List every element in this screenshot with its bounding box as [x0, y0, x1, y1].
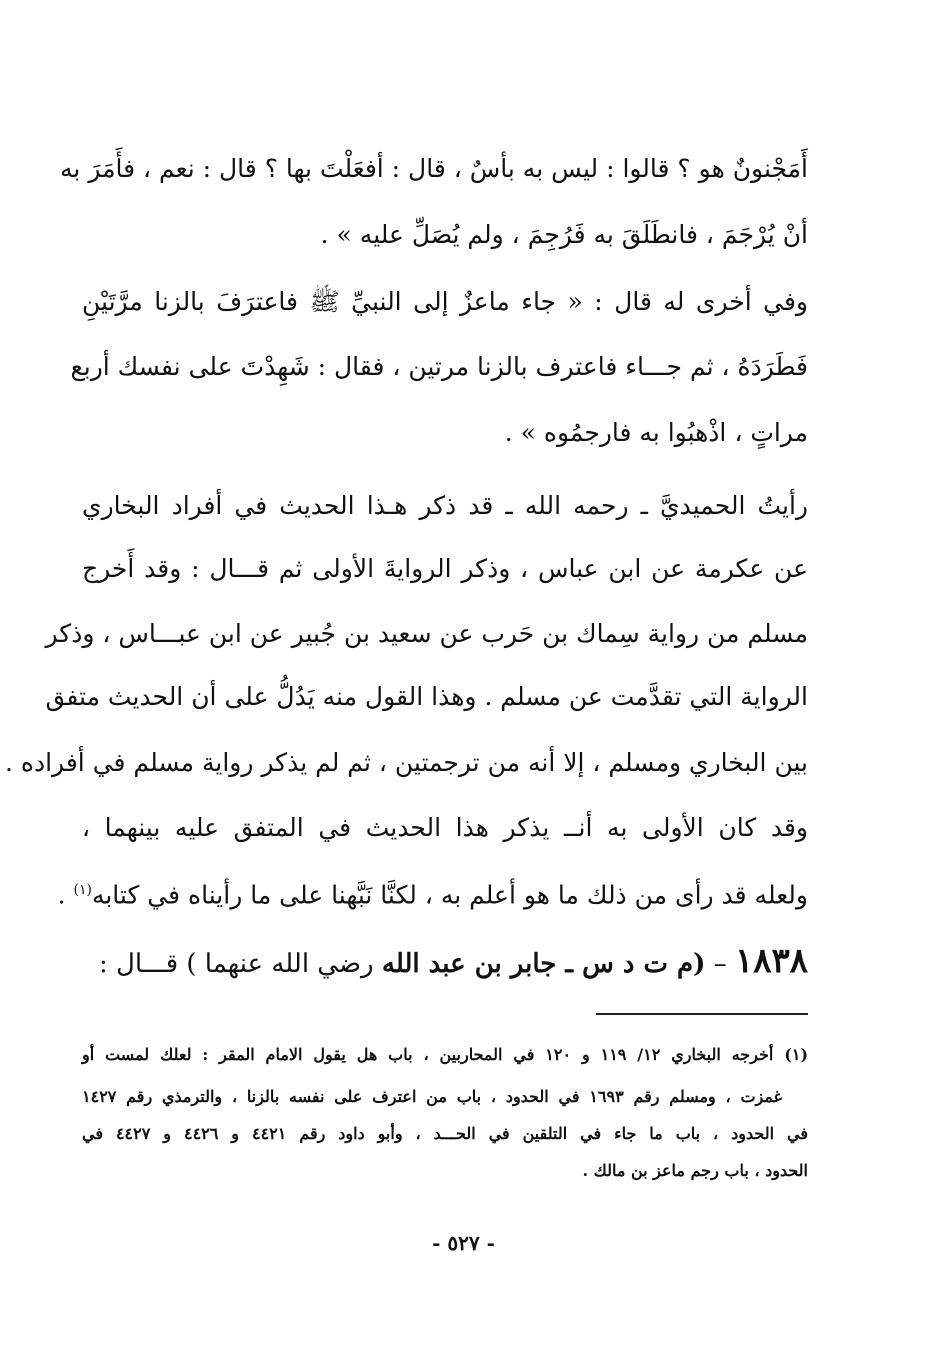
- body-line-2: أنْ يُرْجَمَ ، فانطَلَقَ به فَرُجِمَ ، ولم يُصَلِّ عليه » .: [320, 220, 808, 249]
- hadith-heading: [82, 938, 808, 984]
- footnote-line-2: غمزت ، ومسلم رقم ١٦٩٣ في الحدود ، باب من اعترف على نفسه بالزنا ، والترمذي رقم ١٤٢٧: [82, 1087, 782, 1106]
- body-line-12-text: ولعله قد رأى من ذلك ما هو أعلم به ، لكنَّا نَبَّهنا على ما رأيناه في كتابه: [91, 880, 808, 910]
- body-line-10: بين البخاري ومسلم ، إلا أنه من ترجمتين ، ثم لم يذكر رواية مسلم في أفراده .: [4, 748, 808, 777]
- body-line-7: عن عكرمة عن ابن عباس ، وذكر الروايةَ الأولى ثم قـــال : وقد أَخرج: [82, 554, 808, 583]
- footnote-line-3: في الحدود ، باب ما جاء في التلقين في الحـــد ، وأبو داود رقم ٤٤٢١ و ٤٤٢٦ و ٤٤٢٧ في: [82, 1124, 809, 1143]
- footnote-divider: [596, 1013, 808, 1015]
- body-line-9: الرواية التي تقدَّمت عن مسلم . وهذا القول منه يَدُلُّ على أن الحديث متفق: [45, 682, 808, 711]
- body-line-5: مراتٍ ، اذْهبُوا به فارجمُوه » .: [504, 418, 808, 447]
- footnote-marker: (١): [73, 882, 92, 898]
- heading-rest: رضي الله عنهما ) قـــال :: [99, 949, 374, 979]
- footnote-line-4: الحدود ، باب رجم ماعز بن مالك .: [582, 1161, 808, 1180]
- body-line-4: فَطَرَدَهُ ، ثم جـــاء فاعترف بالزنا مرتين ، فقال : شَهِدْتَ على نفسك أربع: [70, 352, 808, 381]
- hadith-number: ١٨٣٨: [734, 941, 808, 981]
- hadith-sources: (م ت د س ـ جابر بن عبد الله: [381, 949, 706, 979]
- closing-period: .: [57, 880, 66, 910]
- body-line-6: رأيتُ الحميديَّ ـ رحمه الله ـ قد ذكر هـذا الحديث في أفراد البخاري: [82, 491, 808, 520]
- body-line-8: مسلم من رواية سِماك بن حَرب عن سعيد بن جُبير عن ابن عبـــاس ، وذكر: [45, 619, 808, 648]
- body-line-12: [57, 870, 808, 910]
- body-line-1: أَمَجْنونٌ هو ؟ قالوا : ليس به بأسٌ ، قال : أفعَلْتَ بها ؟ قال : نعم ، فأَمَرَ به: [60, 154, 808, 183]
- page-number: - ٥٢٧ -: [432, 1231, 495, 1255]
- body-line-3: وفي أخرى له قال : « جاء ماعزٌ إلى النبيِّ ﷺ فاعترَفَ بالزنا مرَّتَيْنِ: [82, 287, 808, 316]
- heading-dash: –: [713, 949, 727, 979]
- body-line-11: وقد كان الأولى به أنــ يذكر هذا الحديث في المتفق عليه بينهما ،: [82, 813, 808, 842]
- footnote-line-1: (١) أخرجه البخاري ١٢/ ١١٩ و ١٢٠ في المحاربين ، باب هل يقول الامام المقر : لعلك لمست أو: [82, 1045, 809, 1064]
